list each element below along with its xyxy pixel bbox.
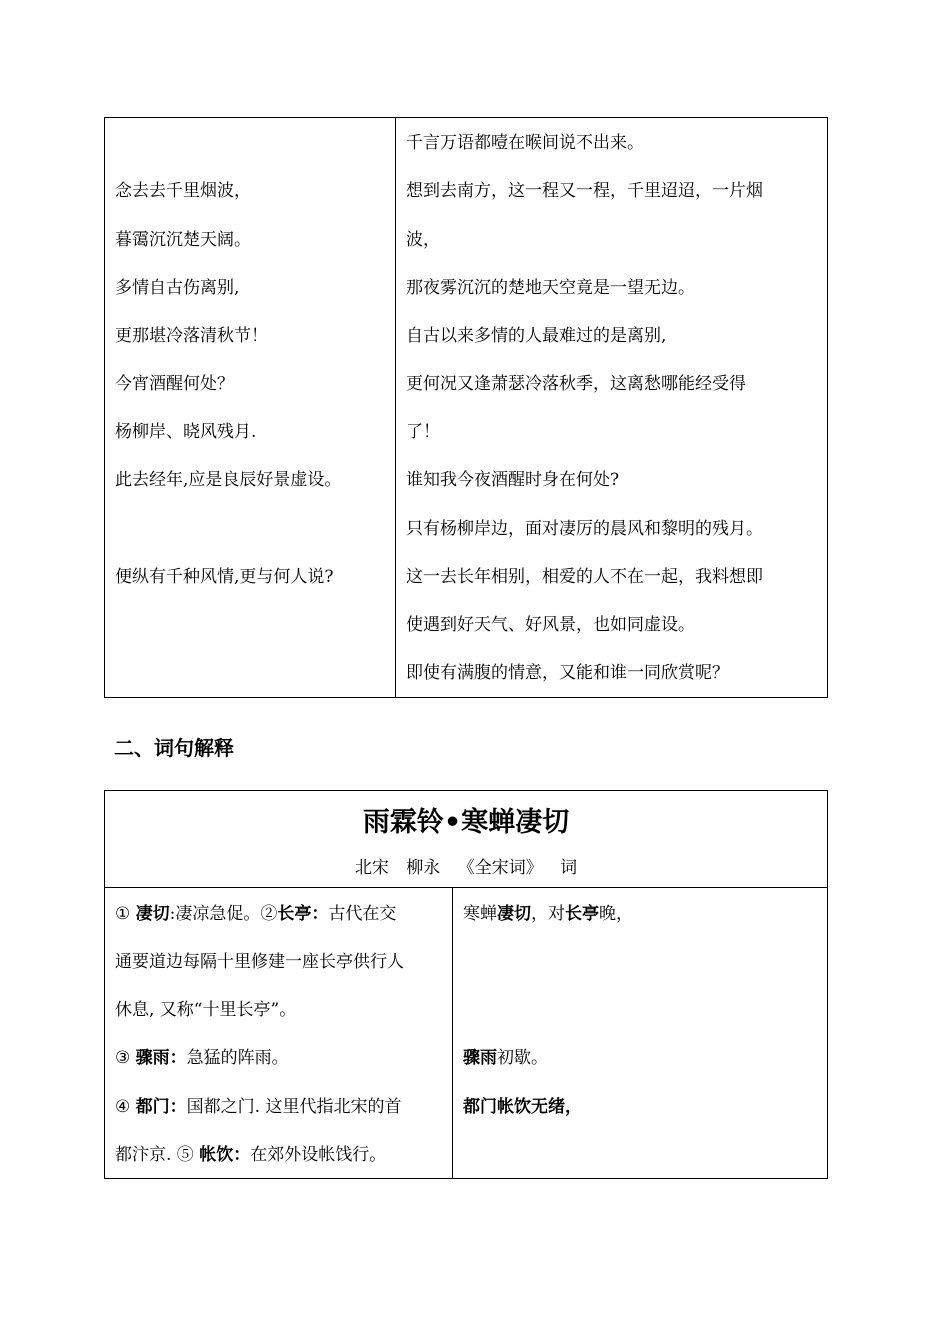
translation-line: 了！: [406, 422, 440, 442]
annotation-table: [104, 790, 828, 1179]
poem-byline: [105, 853, 827, 878]
translation-line: 想到去南方，这一程又一程，千里迢迢，一片烟: [406, 181, 763, 201]
poem-line: 更那堪冷落清秋节！: [115, 326, 268, 346]
row-divider: [105, 887, 827, 888]
poem-line: 都门帐饮无绪，: [463, 1097, 582, 1117]
translation-line: 那夜雾沉沉的楚地天空竟是一望无边。: [406, 278, 695, 298]
translation-line: 自古以来多情的人最难过的是离别,: [406, 326, 667, 346]
translation-line: 波，: [406, 230, 440, 250]
column-divider: [452, 887, 453, 1178]
poem-line: 多情自古伤离别,: [115, 278, 240, 298]
annotation-line: ④ 都门：国都之门. 这里代指北宋的首: [115, 1097, 402, 1117]
annotation-line: ① 凄切:凄凉急促。②长亭：古代在交: [115, 904, 397, 924]
poem-line: 骤雨初歇。: [463, 1048, 548, 1068]
poem-title: 雨霖铃•寒蝉凄切: [362, 807, 570, 838]
author: 柳永: [406, 858, 441, 878]
translation-line: 使遇到好天气、好风景，也如同虚设。: [406, 615, 695, 635]
poem-line: 暮霭沉沉楚天阔。: [115, 230, 251, 250]
translation-line: 即使有满腹的情意，又能和谁一同欣赏呢？: [406, 663, 729, 683]
translation-line: 只有杨柳岸边，面对凄厉的晨风和黎明的残月。: [406, 519, 763, 539]
annotation-line: 通要道边每隔十里修建一座长亭供行人: [115, 952, 404, 972]
section-heading: 二、词句解释: [114, 736, 234, 760]
poem-line: 寒蝉凄切，对长亭晚，: [463, 904, 633, 924]
poem-line: 便纵有千种风情,更与何人说?: [115, 567, 334, 587]
translation-table: [104, 117, 828, 698]
annotation-line: 休息, 又称“十里长亭”。: [115, 1000, 297, 1020]
poem-line: 今宵酒醒何处？: [115, 374, 234, 394]
column-divider: [395, 118, 396, 697]
annotation-line: 都汴京. ⑤ 帐饮：在郊外设帐饯行。: [115, 1145, 387, 1165]
translation-line: 谁知我今夜酒醒时身在何处?: [406, 470, 620, 490]
collection: 《全宋词》: [457, 858, 543, 878]
poem-line: 念去去千里烟波，: [115, 181, 251, 201]
genre: 词: [560, 858, 578, 878]
poem-line: 杨柳岸、晓风残月.: [115, 422, 257, 442]
translation-line: 这一去长年相别，相爱的人不在一起，我料想即: [406, 567, 763, 587]
annotation-line: ③ 骤雨：急猛的阵雨。: [115, 1048, 289, 1068]
poem-line: 此去经年,应是良辰好景虚设。: [115, 470, 342, 490]
translation-line: 更何况又逢萧瑟冷落秋季，这离愁哪能经受得: [406, 374, 746, 394]
translation-line: 千言万语都噎在喉间说不出来。: [406, 133, 644, 153]
dynasty: 北宋: [354, 858, 389, 878]
